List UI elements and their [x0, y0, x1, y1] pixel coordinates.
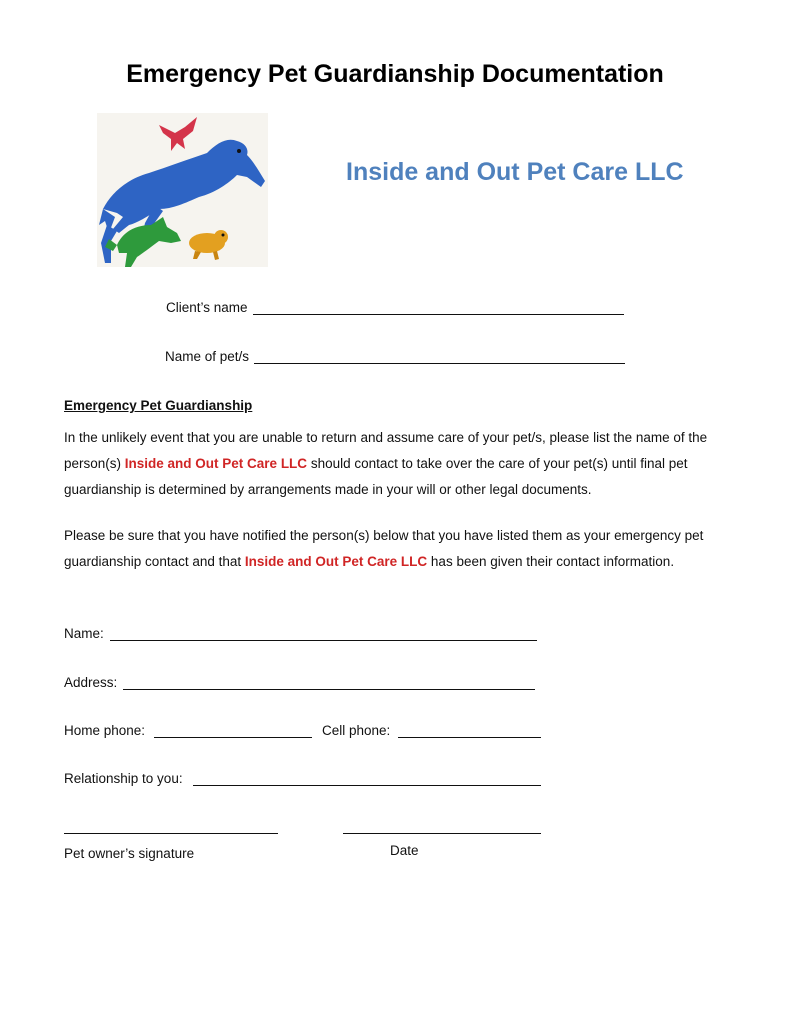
- pet-name-label: Name of pet/s: [165, 349, 250, 364]
- address-label: Address:: [64, 675, 118, 690]
- pet-name-field[interactable]: [254, 363, 625, 364]
- company-highlight: Inside and Out Pet Care LLC: [244, 554, 428, 569]
- document-title: Emergency Pet Guardianship Documentation: [126, 60, 664, 88]
- pet-drawing-logo: [97, 113, 268, 267]
- paragraph-text: Please be sure that you have notified the person(s) below that you have listed them as your emergency pet guardianship contact and that: [64, 528, 704, 569]
- paragraph-notice: [64, 523, 734, 575]
- relationship-label: Relationship to you:: [64, 771, 183, 786]
- paragraph-text: should contact to take over the care of your pet(s) until final pet guardianship is determined by arrangements made in your will or other legal documents.: [64, 456, 688, 497]
- home-phone-label: Home phone:: [64, 723, 146, 738]
- cell-phone-label: Cell phone:: [322, 723, 391, 738]
- contact-name-label: Name:: [64, 626, 104, 641]
- company-name: Inside and Out Pet Care LLC: [346, 158, 684, 186]
- owner-signature-label: Pet owner’s signature: [64, 846, 195, 861]
- contact-name-field[interactable]: [110, 640, 537, 641]
- client-name-field[interactable]: [253, 314, 624, 315]
- client-name-label: Client’s name: [166, 300, 248, 315]
- section-heading: Emergency Pet Guardianship: [64, 398, 253, 413]
- date-line[interactable]: [343, 833, 541, 834]
- owner-signature-line[interactable]: [64, 833, 278, 834]
- company-highlight: Inside and Out Pet Care LLC: [124, 456, 308, 471]
- relationship-field[interactable]: [193, 785, 541, 786]
- paragraph-instructions: [64, 425, 734, 503]
- home-phone-field[interactable]: [154, 737, 312, 738]
- date-label: Date: [390, 843, 419, 858]
- paragraph-text: In the unlikely event that you are unable to return and assume care of your pet/s, please list the name of the person(s): [64, 430, 708, 471]
- cell-phone-field[interactable]: [398, 737, 541, 738]
- address-field[interactable]: [123, 689, 535, 690]
- paragraph-text: has been given their contact information.: [427, 554, 675, 569]
